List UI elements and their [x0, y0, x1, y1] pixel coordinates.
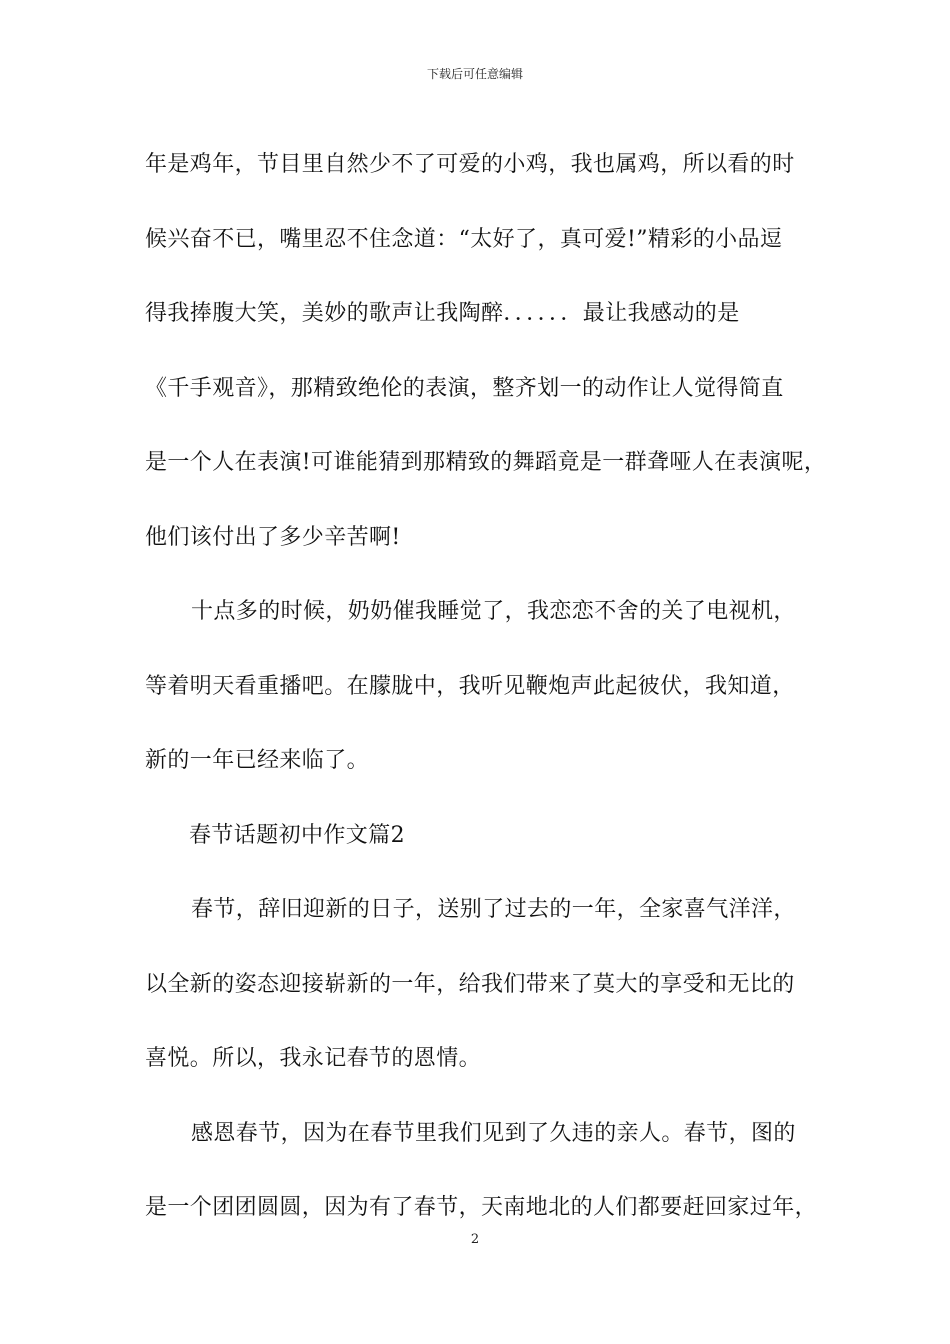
text-line-12: 以全新的姿态迎接崭新的一年，给我们带来了莫大的享受和无比的: [145, 971, 795, 997]
body-text: [145, 128, 825, 1246]
text-line-9: 新的一年已经来临了。: [145, 748, 370, 773]
text-line-4: 《千手观音》，那精致绝伦的表演，整齐划一的动作让人觉得简直: [145, 375, 784, 401]
text-line-1: 年是鸡年，节目里自然少不了可爱的小鸡，我也属鸡，所以看的时: [145, 152, 795, 177]
text-line-6: 他们该付出了多少辛苦啊!: [145, 524, 401, 550]
text-line-2: 候兴奋不已，嘴里忍不住念道：“太好了，真可爱!”精彩的小品逗: [145, 226, 783, 252]
text-line-11: 春节，辞旧迎新的日子，送别了过去的一年，全家喜气洋洋，: [191, 897, 796, 922]
text-line-14: 感恩春节，因为在春节里我们见到了久违的亲人。春节，图的: [191, 1120, 796, 1146]
text-line-15: 是一个团团圆圆，因为有了春节，天南地北的人们都要赶回家过年，: [145, 1195, 818, 1220]
page-number: 2: [470, 1232, 480, 1247]
text-line-8: 等着明天看重播吧。在朦胧中，我听见鞭炮声此起彼伏，我知道，: [145, 673, 795, 699]
text-line-3: 得我捧腹大笑，美妙的歌声让我陶醉．．．．．．最让我感动的是: [145, 301, 740, 326]
section-heading: 春节话题初中作文篇2: [189, 822, 405, 848]
text-line-7: 十点多的时候，奶奶催我睡觉了，我恋恋不舍的关了电视机，: [191, 599, 796, 624]
text-line-13: 喜悦。所以，我永记春节的恩情。: [145, 1046, 482, 1071]
text-line-5: 是一个人在表演!可谁能猜到那精致的舞蹈竟是一群聋哑人在表演呢，: [145, 450, 827, 475]
page-header-note: 下载后可任意编辑: [426, 67, 523, 81]
